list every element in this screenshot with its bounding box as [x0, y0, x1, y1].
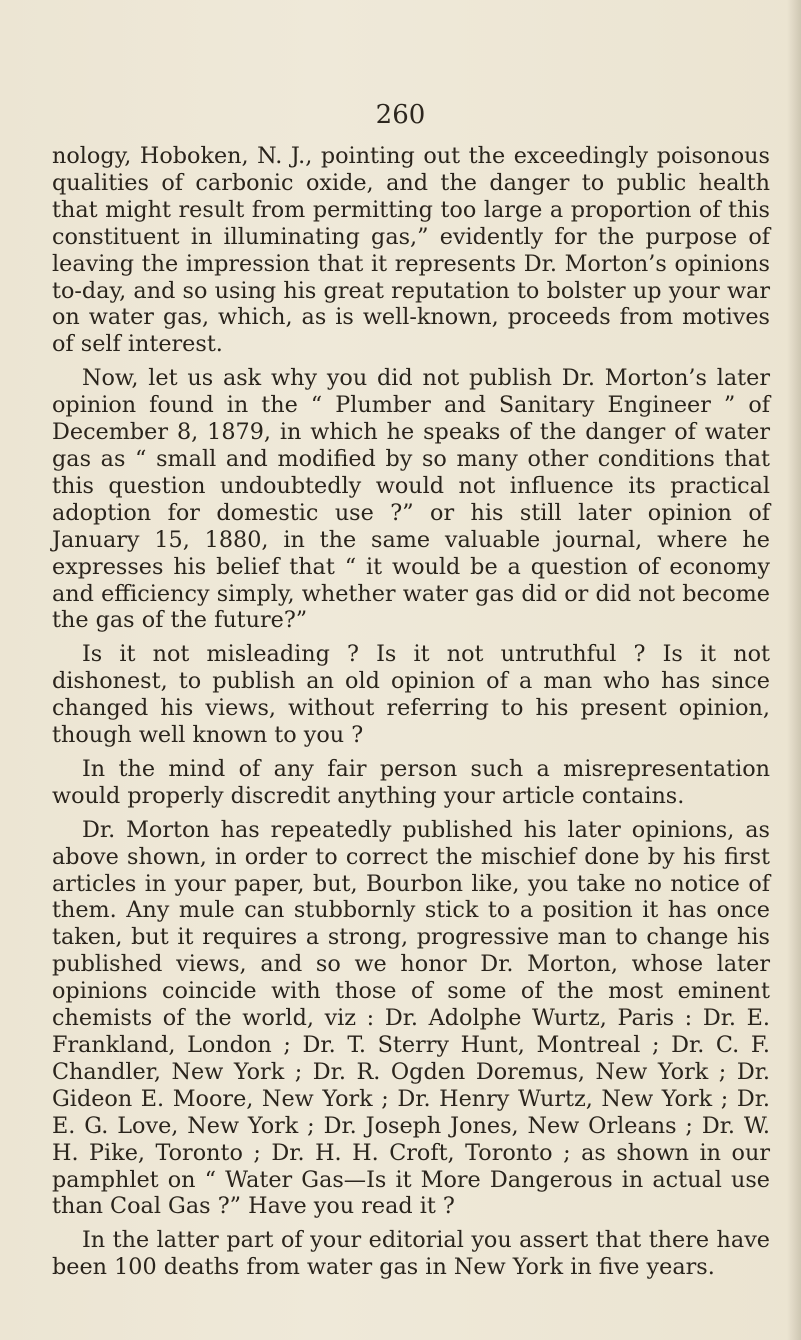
paragraph-5: Dr. Morton has repeatedly published his later opinions, as above shown, in order to correct the mischief done by his first articles in your paper, but, Bourbon like, you take no notice of them. Any mule can stubbornly stick to a position it has once taken, but it requires a strong, progressive man to change his published views, and so we honor Dr. Morton, whose later opinions coincide with those of some of the most eminent chemists of the world, viz : Dr. Adolphe Wurtz, Paris : Dr. E. Frankland, London ; Dr. T. Sterry Hunt, Montreal ; Dr. C. F. Chandler, New York ; Dr. R. Ogden Doremus, New York ; Dr. Gideon E. Moore, New York ; Dr. Henry Wurtz, New York ; Dr. E. G. Love, New York ; Dr. Joseph Jones, New Orleans ; Dr. W. H. Pike, Toronto ; Dr. H. H. Croft, Toronto ; as shown in our pamphlet on “ Water Gas—Is it More Dangerous in actual use than Coal Gas ?” Have you read it ?	[52, 816, 770, 1220]
page-number: 260	[375, 100, 426, 130]
paragraph-2: Now, let us ask why you did not publish Dr. Morton’s later opinion found in the “ Plumber and Sanitary Engineer ” of December 8, 1879, in which he speaks of the danger of water gas as “ small and modified by so many other conditions that this question undoubtedly would not influence its practical adoption for domestic use ?” or his still later opinion of January 15, 1880, in the same valuable journal, where he expresses his belief that “ it would be a question of economy and efficiency simply, whether water gas did or did not become the gas of the future?”	[52, 365, 770, 634]
paragraph-6: In the latter part of your editorial you assert that there have been 100 deaths from water gas in New York in five years.	[52, 1227, 770, 1281]
page-edge-shadow	[787, 0, 801, 1340]
paragraph-1: nology, Hoboken, N. J., pointing out the exceedingly poisonous qualities of carbonic oxide, and the danger to public health that might result from permitting too large a proportion of this constituent in illuminating gas,” evidently for the purpose of leaving the impression that it represents Dr. Morton’s opinions to-day, and so using his great reputation to bolster up your war on water gas, which, as is well-known, proceeds from motives of self interest.	[52, 143, 770, 358]
paragraph-3: Is it not misleading ? Is it not untruthful ? Is it not dishonest, to publish an old opinion of a man who has since changed his views, without referring to his present opinion, though well known to you ?	[52, 641, 770, 749]
body-text	[52, 143, 770, 1288]
paragraph-4: In the mind of any fair person such a misrepresentation would properly discredit anything your article contains.	[52, 755, 770, 809]
